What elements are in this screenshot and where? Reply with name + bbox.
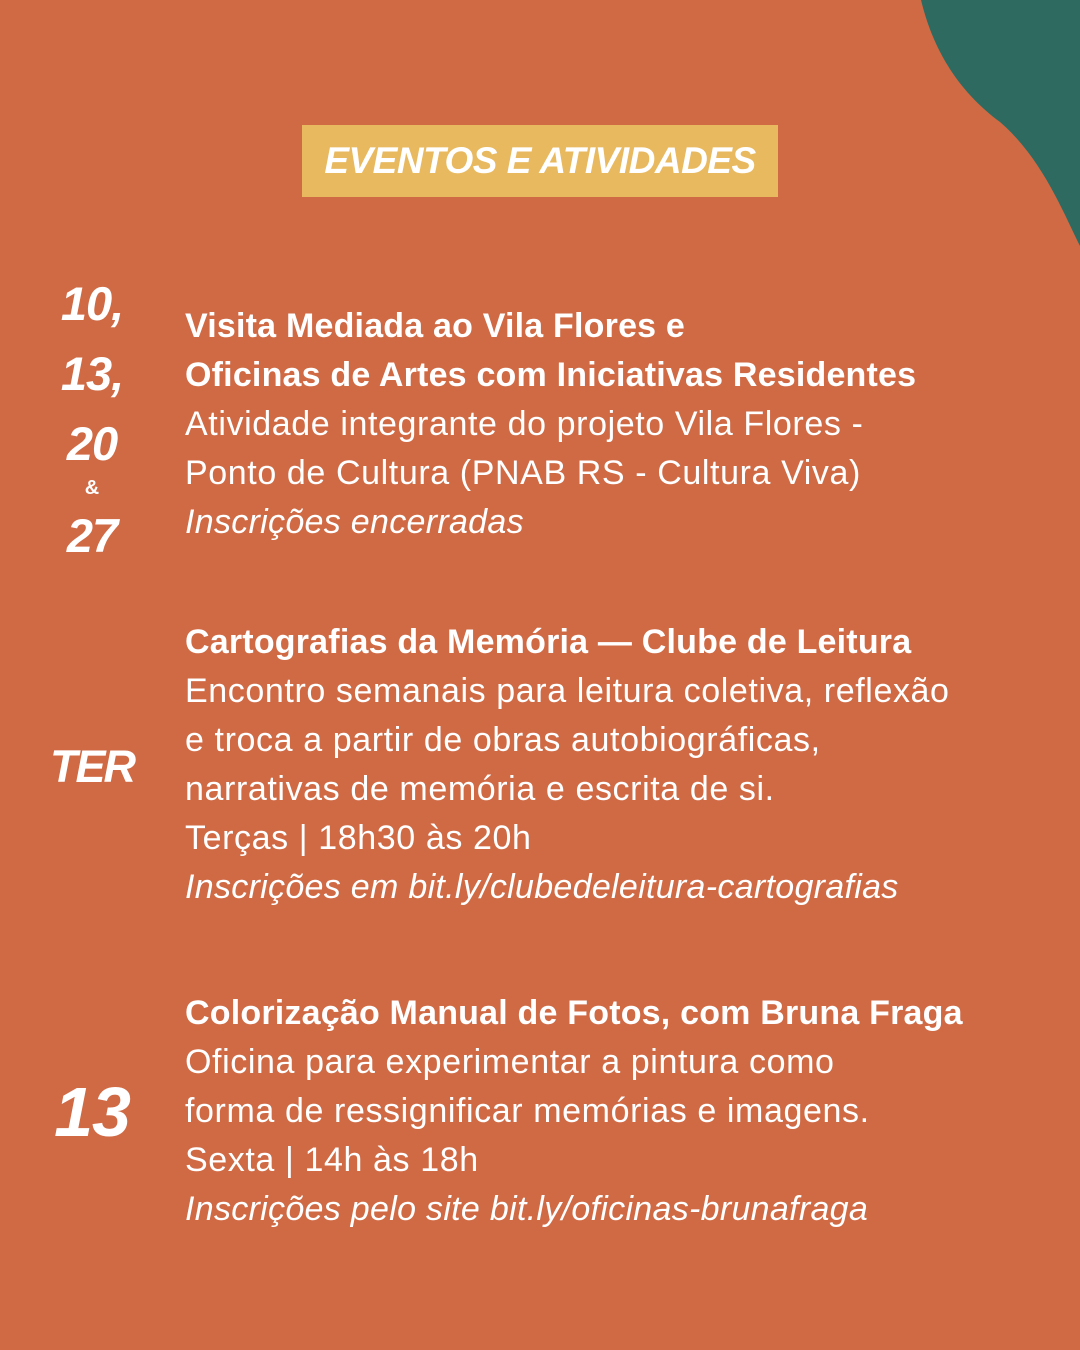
event-1-title-line-2: Oficinas de Artes com Iniciativas Residentes xyxy=(185,356,917,394)
teal-corner-blob xyxy=(921,0,1080,246)
event-3-title: Colorização Manual de Fotos, com Bruna Fraga xyxy=(185,994,963,1032)
section-title: EVENTOS E ATIVIDADES xyxy=(324,140,756,181)
event-2-description-line-3: narrativas de memória e escrita de si. xyxy=(185,770,775,808)
event-colorizacao xyxy=(185,989,1055,1234)
event-1-date-1: 10, xyxy=(60,277,124,330)
event-3-schedule: Sexta | 14h às 18h xyxy=(185,1141,479,1179)
event-1-title-line-1: Visita Mediada ao Vila Flores e xyxy=(185,307,686,345)
event-1-registration-status: Inscrições encerradas xyxy=(185,503,524,541)
event-1-description-line-1: Atividade integrante do projeto Vila Flores - xyxy=(185,405,864,443)
event-2-description-line-1: Encontro semanais para leitura coletiva, reflexão xyxy=(185,672,950,710)
event-1-dates xyxy=(40,278,144,570)
event-3-description-line-2: forma de ressignificar memórias e imagens. xyxy=(185,1092,870,1130)
event-cartografias xyxy=(185,618,1055,912)
section-title-badge xyxy=(302,125,778,197)
event-1-date-4: 27 xyxy=(66,509,118,562)
event-2-description-line-2: e troca a partir de obras autobiográficas, xyxy=(185,721,821,759)
event-2-schedule: Terças | 18h30 às 20h xyxy=(185,819,532,857)
event-visita-mediada xyxy=(185,302,1055,547)
event-1-date-2: 13, xyxy=(60,347,124,400)
event-1-date-connector: & xyxy=(84,477,100,499)
event-1-description-line-2: Ponto de Cultura (PNAB RS - Cultura Viva) xyxy=(185,454,861,492)
event-3-date: 13 xyxy=(54,1073,130,1151)
event-2-title: Cartografias da Memória — Clube de Leitura xyxy=(185,623,912,661)
event-2-date: TER xyxy=(50,741,134,792)
event-3-registration-link[interactable]: Inscrições pelo site bit.ly/oficinas-brunafraga xyxy=(185,1190,869,1228)
event-1-date-3: 20 xyxy=(66,417,118,470)
event-3-description-line-1: Oficina para experimentar a pintura como xyxy=(185,1043,835,1081)
event-2-registration-link[interactable]: Inscrições em bit.ly/clubedeleitura-cartografias xyxy=(185,868,899,906)
